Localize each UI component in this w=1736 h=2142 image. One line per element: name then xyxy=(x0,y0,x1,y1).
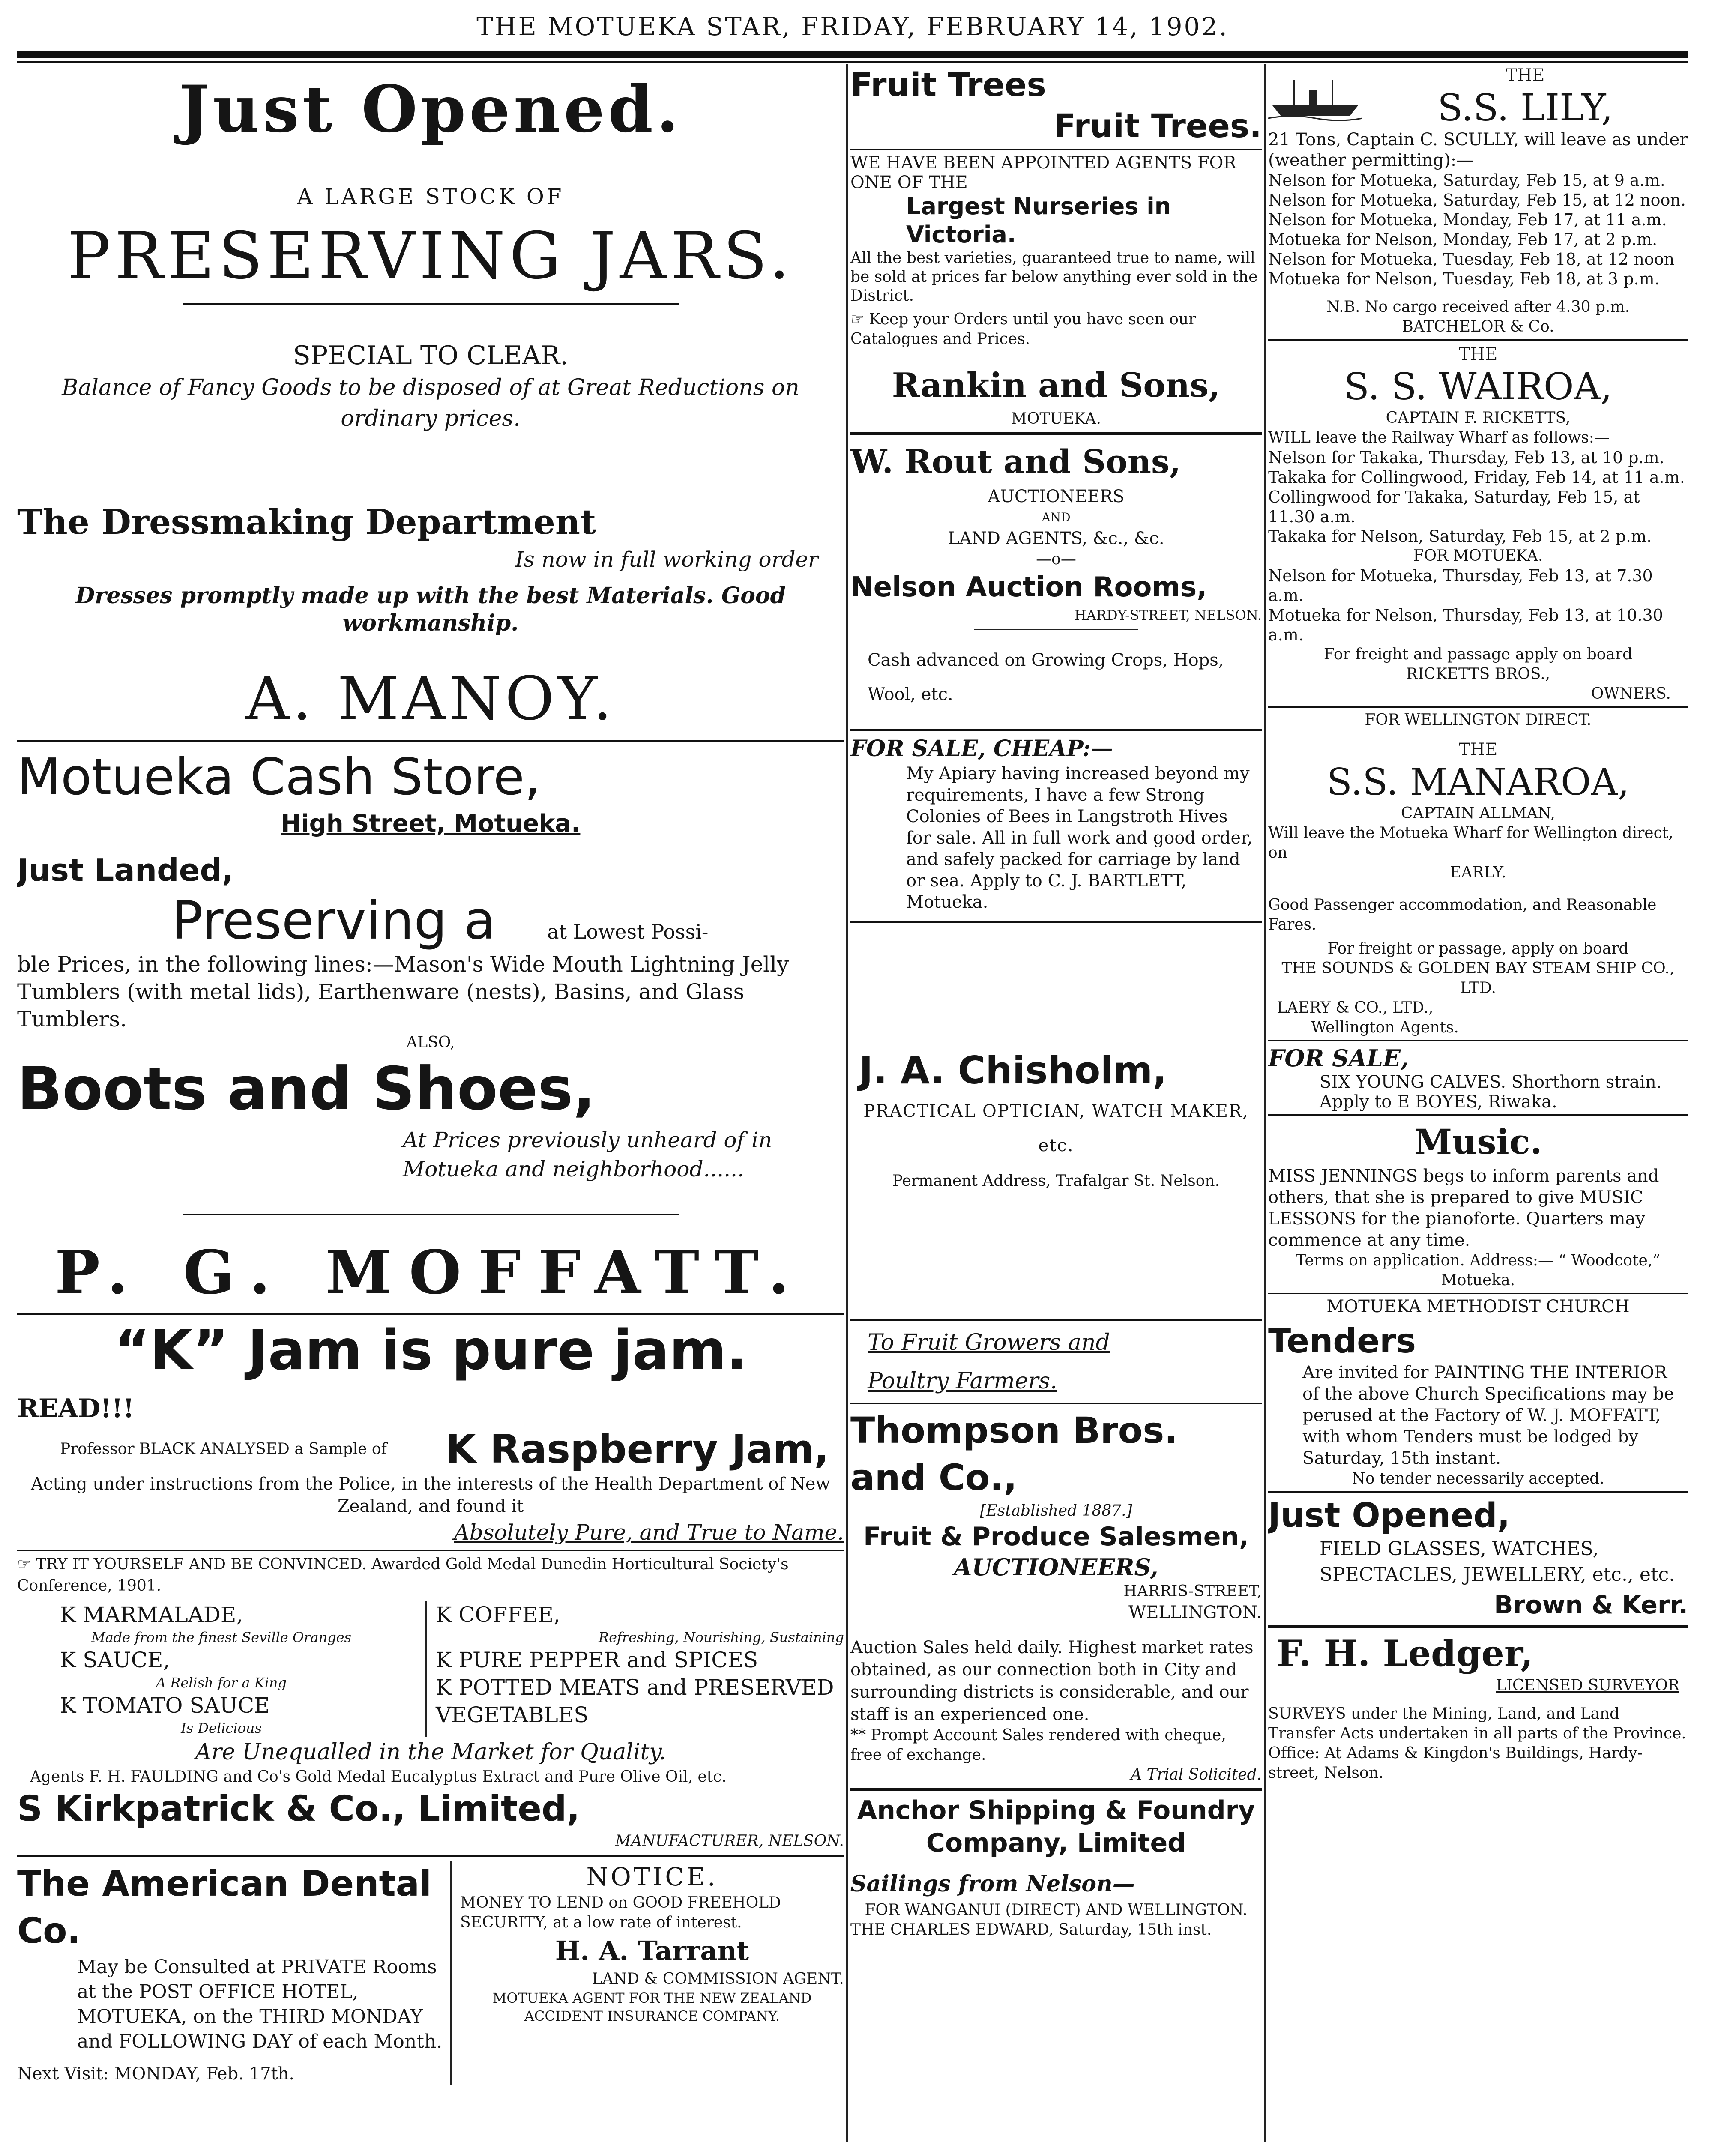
lily-nb: N.B. No cargo received after 4.30 p.m. xyxy=(1326,298,1630,316)
lily-advert xyxy=(1268,64,1688,341)
thompson-auctioneers: AUCTIONEERS, xyxy=(954,1553,1158,1581)
rout-auctioneers: AUCTIONEERS xyxy=(988,487,1125,506)
brown-text: FIELD GLASSES, WATCHES, SPECTACLES, JEWELLERY, etc., etc. xyxy=(1320,1538,1675,1586)
also-label: ALSO, xyxy=(406,1034,455,1051)
ledger-office: Office: At Adams & Kingdon's Buildings, Hardy-street, Nelson. xyxy=(1268,1744,1643,1782)
dressmaking-heading: The Dressmaking Department xyxy=(17,502,596,542)
dresses-text: Dresses promptly made up with the best Materials. Good workmanship. xyxy=(75,583,786,636)
try-it-text: ☞ TRY IT YOURSELF AND BE CONVINCED. Awarded Gold Medal Dunedin Horticultural Society's Conference, 1901. xyxy=(17,1556,789,1595)
dental-advert xyxy=(17,1861,450,2085)
anchor-heading: Anchor Shipping & Foundry Company, Limited xyxy=(857,1795,1255,1858)
sailing-line: Nelson for Motueka, Monday, Feb 17, at 11 a.m. xyxy=(1268,210,1667,229)
k-product-name: K SAUCE, xyxy=(60,1648,170,1672)
manaroa-will: Will leave the Motueka Wharf for Wellington direct, on xyxy=(1268,824,1673,862)
manaroa-early: EARLY. xyxy=(1450,864,1506,881)
wairoa-for-motueka: FOR MOTUEKA. xyxy=(1413,547,1543,565)
wairoa-motueka-sailings xyxy=(1268,566,1688,645)
cash-advanced: Cash advanced on Growing Crops, Hops, Wool, etc. xyxy=(868,650,1224,704)
raspberry-jam: K Raspberry Jam, xyxy=(446,1426,829,1472)
balance-text: Balance of Fancy Goods to be disposed of at Great Reductions on ordinary prices. xyxy=(62,375,799,431)
manaroa-heading: S.S. MANAROA, xyxy=(1327,761,1629,804)
music-advert xyxy=(1268,1118,1688,1294)
tarrant-agent: MOTUEKA AGENT FOR THE NEW ZEALAND ACCIDENT INSURANCE COMPANY. xyxy=(492,1990,812,2024)
music-heading: Music. xyxy=(1414,1122,1542,1162)
sailing-line: Takaka for Nelson, Saturday, Feb 15, at 2 p.m. xyxy=(1268,527,1652,546)
preserving-heading: Preserving a xyxy=(171,890,496,951)
k-product-name: K TOMATO SAUCE xyxy=(60,1693,270,1718)
thompson-wellington: WELLINGTON. xyxy=(1128,1603,1262,1622)
wairoa-heading: S. S. WAIROA, xyxy=(1344,365,1612,408)
appointed-text: WE HAVE BEEN APPOINTED AGENTS FOR ONE OF THE xyxy=(850,153,1236,192)
k-product-tagline: Is Delicious xyxy=(181,1720,262,1736)
k-product-tagline: Refreshing, Nourishing, Sustaining xyxy=(599,1629,844,1645)
manaroa-the: THE xyxy=(1458,740,1498,760)
music-terms: Terms on application. Address:— “ Woodcote,” Motueka. xyxy=(1296,1252,1661,1289)
varieties-text: All the best varieties, guaranteed true to name, will be sold at prices far below anything ever sold in the District. xyxy=(850,249,1258,305)
ledger-advert xyxy=(1268,1631,1688,1783)
thompson-heading: Thompson Bros. and Co., xyxy=(850,1409,1178,1499)
ledger-heading: F. H. Ledger, xyxy=(1277,1632,1533,1675)
no-tender: No tender necessarily accepted. xyxy=(1352,1470,1604,1487)
wairoa-owners: OWNERS. xyxy=(1591,685,1671,703)
wairoa-sailings xyxy=(1268,448,1688,546)
k-jam-advert xyxy=(17,1319,844,1857)
column-left xyxy=(17,64,844,2142)
sailing-line: Motueka for Nelson, Tuesday, Feb 18, at 3 p.m. xyxy=(1268,269,1660,288)
church-heading: MOTUEKA METHODIST CHURCH xyxy=(1326,1297,1630,1316)
rankin-town: MOTUEKA. xyxy=(1011,410,1101,428)
sailing-line: Nelson for Motueka, Saturday, Feb 15, at 12 noon. xyxy=(1268,191,1686,209)
trial-solicited: A Trial Solicited. xyxy=(1131,1766,1262,1783)
professor-text: Professor BLACK ANALYSED a Sample of xyxy=(60,1440,387,1458)
just-opened-heading: Just Opened. xyxy=(179,72,682,147)
sailing-line: Takaka for Collingwood, Friday, Feb 14, at 11 a.m. xyxy=(1268,468,1685,487)
bartlett-heading: FOR SALE, CHEAP:— xyxy=(850,736,1113,762)
tenders-text: Are invited for PAINTING THE INTERIOR of the above Church Specifications may be perused at the Factory of W. J. MOFFATT, with whom Tenders must be lodged by Saturday, 15th instant. xyxy=(1302,1363,1674,1468)
next-visit: Next Visit: MONDAY, Feb. 17th. xyxy=(17,2064,295,2084)
manufacturer-nelson: MANUFACTURER, NELSON. xyxy=(615,1832,844,1850)
lily-agent: BATCHELOR & Co. xyxy=(1402,318,1554,335)
cash-store-heading: Motueka Cash Store, xyxy=(17,747,541,806)
rout-land-agents: LAND AGENTS, &c., &c. xyxy=(948,529,1164,548)
wairoa-will: WILL leave the Railway Wharf as follows:— xyxy=(1268,429,1610,446)
notice-advert xyxy=(450,1861,844,2085)
bottom-row xyxy=(17,1861,844,2085)
special-to-clear: SPECIAL TO CLEAR. xyxy=(293,341,569,371)
k-product-tagline: A Relish for a King xyxy=(156,1675,287,1691)
k-product-name: K MARMALADE, xyxy=(60,1602,243,1627)
sailing-line: Nelson for Motueka, Tuesday, Feb 18, at 12 noon xyxy=(1268,250,1675,269)
anchor-advert xyxy=(850,1794,1262,1940)
rout-heading: W. Rout and Sons, xyxy=(850,443,1181,481)
brown-name: Brown & Kerr. xyxy=(1494,1590,1688,1619)
bartlett-text: My Apiary having increased beyond my requirements, I have a few Strong Colonies of Bees in Langstroth Hives for sale. All in full work and good order, and safely packed for carriage by land or sea. Apply to C. J. BARTLETT, Motueka. xyxy=(906,764,1253,912)
prompt-sales: ** Prompt Account Sales rendered with cheque, free of exchange. xyxy=(850,1726,1226,1764)
calves-text: SIX YOUNG CALVES. Shorthorn strain. Apply to E BOYES, Riwaka. xyxy=(1320,1072,1662,1112)
ledger-role: LICENSED SURVEYOR xyxy=(1496,1677,1679,1694)
rout-street: HARDY-STREET, NELSON. xyxy=(1074,607,1262,623)
acting-text: Acting under instructions from the Police, in the interests of the Health Department of New Zealand, and found it xyxy=(31,1474,830,1516)
moffatt-advert xyxy=(17,747,844,1315)
preserving-jars: PRESERVING JARS. xyxy=(67,219,794,293)
moffatt-name: P. G. MOFFATT. xyxy=(54,1238,807,1308)
column-right xyxy=(1268,64,1688,2142)
k-products-right xyxy=(425,1601,844,1737)
wellington-agents: Wellington Agents. xyxy=(1311,1019,1459,1036)
lily-heading: S.S. LILY, xyxy=(1437,87,1613,129)
k-product-tagline: Made from the finest Seville Oranges xyxy=(91,1629,352,1645)
bartlett-advert xyxy=(850,735,1262,923)
rankin-name: Rankin and Sons, xyxy=(892,366,1221,405)
sailing-line: Nelson for Motueka, Saturday, Feb 15, at 9 a.m. xyxy=(1268,171,1665,190)
manaroa-captain: CAPTAIN ALLMAN, xyxy=(1401,805,1556,822)
fruit-trees-1: Fruit Trees xyxy=(850,66,1046,104)
sailing-line: Motueka for Nelson, Thursday, Feb 13, at 10.30 a.m. xyxy=(1268,606,1663,644)
wanganui-direct: FOR WANGANUI (DIRECT) AND WELLINGTON. xyxy=(865,1901,1248,1919)
sailing-line: Nelson for Takaka, Thursday, Feb 13, at 10 p.m. xyxy=(1268,448,1664,467)
brown-heading: Just Opened, xyxy=(1268,1496,1510,1535)
ledger-text: SURVEYS under the Mining, Land, and Land Transfer Acts undertaken in all parts of the Province. xyxy=(1268,1705,1686,1742)
keep-orders: ☞ Keep your Orders until you have seen our Catalogues and Prices. xyxy=(850,311,1196,348)
chisholm-address: Permanent Address, Trafalgar St. Nelson. xyxy=(892,1172,1220,1190)
masthead-rule xyxy=(17,51,1688,58)
tenders-heading: Tenders xyxy=(1268,1322,1416,1361)
chisholm-text: PRACTICAL OPTICIAN, WATCH MAKER, etc. xyxy=(863,1101,1249,1155)
manaroa-advert xyxy=(1268,710,1688,1041)
brown-advert xyxy=(1268,1495,1688,1628)
sailing-line: Nelson for Motueka, Thursday, Feb 13, at 7.30 a.m. xyxy=(1268,566,1653,605)
calves-heading: FOR SALE, xyxy=(1268,1044,1409,1072)
k-products-left xyxy=(17,1601,425,1737)
wairoa-the: THE xyxy=(1458,344,1498,364)
masthead-rule-thin xyxy=(17,61,1688,63)
manoy-advert xyxy=(17,69,844,742)
thompson-established: [Established 1887.] xyxy=(980,1502,1132,1520)
k-product-name: K POTTED MEATS and PRESERVED VEGETABLES xyxy=(436,1675,834,1727)
column-divider xyxy=(846,64,848,2142)
sailing-line: Collingwood for Takaka, Saturday, Feb 15, at 11.30 a.m. xyxy=(1268,488,1640,526)
music-text: MISS JENNINGS begs to inform parents and others, that she is prepared to give MUSIC LESSONS for the pianoforte. Quarters may commence at any time. xyxy=(1268,1166,1659,1250)
rout-and: AND xyxy=(1042,510,1071,524)
moffatt-lines: ble Prices, in the following lines:—Mason's Wide Mouth Lightning Jelly Tumblers (with metal lids), Earthenware (nests), Basins, and Glass Tumblers. xyxy=(17,952,789,1032)
wellington-direct: FOR WELLINGTON DIRECT. xyxy=(1365,711,1592,729)
wairoa-agent: RICKETTS BROS., xyxy=(1406,665,1550,683)
k-product-name: K PURE PEPPER and SPICES xyxy=(436,1648,758,1672)
wairoa-captain: CAPTAIN F. RICKETTS, xyxy=(1386,409,1571,427)
k-product-name: K COFFEE, xyxy=(436,1602,560,1627)
rout-advert xyxy=(850,438,1262,731)
cash-store-address: High Street, Motueka. xyxy=(281,810,581,838)
sailing-line: Motueka for Nelson, Monday, Feb 17, at 2 p.m. xyxy=(1268,230,1658,249)
thompson-street: HARRIS-STREET, xyxy=(1123,1583,1262,1600)
rankin-advert xyxy=(850,64,1262,435)
masthead: THE MOTUEKA STAR, FRIDAY, FEBRUARY 14, 1902. xyxy=(476,12,1229,41)
dental-heading: The American Dental Co. xyxy=(17,1864,432,1951)
charles-edward: THE CHARLES EDWARD, Saturday, 15th inst. xyxy=(850,1921,1212,1939)
absolutely-pure: Absolutely Pure, and True to Name. xyxy=(454,1520,844,1545)
thompson-advert xyxy=(850,1323,1262,1791)
thompson-text: Auction Sales held daily. Highest market rates obtained, as our connection both in City and surrounding districts is considerable, and our staff is an experienced one. xyxy=(850,1638,1254,1724)
manaroa-good: Good Passenger accommodation, and Reasonable Fares. xyxy=(1268,896,1657,933)
read-label: READ!!! xyxy=(17,1394,135,1424)
column-divider xyxy=(1264,64,1266,2142)
boots-shoes-heading: Boots and Shoes, xyxy=(17,1054,596,1123)
steamship-icon xyxy=(1268,71,1362,123)
lily-intro: 21 Tons, Captain C. SCULLY, will leave as under (weather permitting):— xyxy=(1268,130,1688,170)
fruit-trees-2: Fruit Trees. xyxy=(1054,107,1262,145)
large-stock: A LARGE STOCK OF xyxy=(297,184,564,209)
tarrant-name: H. A. Tarrant xyxy=(555,1935,749,1966)
wairoa-advert xyxy=(1268,343,1688,708)
to-fruit-growers: To Fruit Growers and Poultry Farmers. xyxy=(868,1330,1110,1394)
largest-nurseries: Largest Nurseries in Victoria. xyxy=(906,193,1171,248)
calves-advert xyxy=(1268,1044,1688,1116)
column-middle xyxy=(850,64,1262,2142)
manoy-name: A. MANOY. xyxy=(245,664,616,734)
lily-the: THE xyxy=(1506,66,1545,85)
dental-text: May be Consulted at PRIVATE Rooms at the POST OFFICE HOTEL, MOTUEKA, on the THIRD MONDAY and FOLLOWING DAY of each Month. xyxy=(77,1956,443,2052)
notice-heading: NOTICE. xyxy=(586,1862,718,1891)
kirkpatrick-name: S Kirkpatrick & Co., Limited, xyxy=(17,1789,580,1829)
faulding-agents: Agents F. H. FAULDING and Co's Gold Medal Eucalyptus Extract and Pure Olive Oil, etc. xyxy=(30,1768,727,1786)
chisholm-heading: J. A. Chisholm, xyxy=(859,1048,1167,1092)
fruit-produce: Fruit & Produce Salesmen, xyxy=(863,1522,1249,1552)
wairoa-apply: For freight and passage apply on board xyxy=(1323,646,1633,663)
boots-prices: At Prices previously unheard of in Motueka and neighborhood...... xyxy=(403,1128,772,1182)
tarrant-role: LAND & COMMISSION AGENT. xyxy=(592,1970,844,1988)
nelson-auction-rooms: Nelson Auction Rooms, xyxy=(850,571,1207,603)
unequalled-text: Are Unequalled in the Market for Quality. xyxy=(195,1739,666,1765)
dress-working-order: Is now in full working order xyxy=(515,547,818,572)
money-to-lend: MONEY TO LEND on GOOD FREEHOLD SECURITY, at a low rate of interest. xyxy=(460,1894,781,1931)
church-advert xyxy=(1268,1297,1688,1493)
k-jam-heading: “K” Jam is pure jam. xyxy=(114,1319,748,1382)
sounds-co: THE SOUNDS & GOLDEN BAY STEAM SHIP CO., LTD. xyxy=(1281,960,1675,997)
lowest-prices: at Lowest Possi- xyxy=(547,920,709,943)
chisholm-advert xyxy=(850,1047,1262,1321)
manaroa-apply: For freight or passage, apply on board xyxy=(1327,940,1629,957)
lily-sailings xyxy=(1268,171,1688,289)
sailings-from-nelson: Sailings from Nelson— xyxy=(850,1871,1135,1897)
laery-co: LAERY & CO., LTD., xyxy=(1277,999,1434,1017)
rout-o: —o— xyxy=(1036,550,1076,568)
just-landed: Just Landed, xyxy=(17,852,234,888)
